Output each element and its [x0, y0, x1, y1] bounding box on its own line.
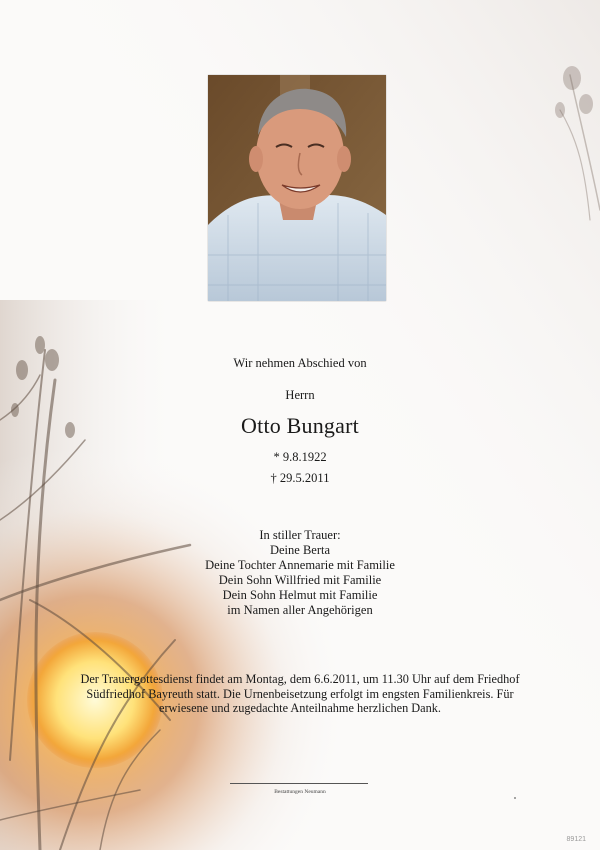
portrait-photo — [208, 75, 386, 301]
service-line: erwiesene und zugedachte Anteilnahme herzlichen Dank. — [158, 701, 442, 715]
mourner-line: Deine Tochter Annemarie mit Familie — [205, 558, 395, 572]
footer-divider — [230, 783, 368, 784]
birth-date: * 9.8.1922 — [273, 450, 327, 464]
service-notice — [0, 672, 600, 716]
decorative-dot — [514, 797, 516, 799]
mourner-line: im Namen aller Angehörigen — [227, 603, 373, 617]
mourner-line: Dein Sohn Helmut mit Familie — [222, 588, 378, 602]
funeral-home-name: Bestattungen Neumann — [274, 789, 326, 795]
death-date: † 29.5.2011 — [270, 471, 330, 485]
service-line: Südfriedhof Bayreuth statt. Die Urnenbeisetzung erfolgt im engsten Familienkreis. Für — [86, 686, 514, 701]
mourners-list — [0, 528, 600, 618]
salutation-text: Herrn — [285, 388, 315, 402]
mourners-heading: In stiller Trauer: — [259, 528, 341, 542]
intro-text: Wir nehmen Abschied von — [233, 356, 367, 370]
document-code: 89121 — [566, 836, 586, 843]
deceased-name: Otto Bungart — [241, 413, 359, 438]
mourner-line: Dein Sohn Willfried mit Familie — [218, 573, 382, 587]
service-line: Der Trauergottesdienst findet am Montag, dem 6.6.2011, um 11.30 Uhr auf dem Friedhof — [80, 672, 520, 686]
mourner-line: Deine Berta — [269, 543, 331, 557]
